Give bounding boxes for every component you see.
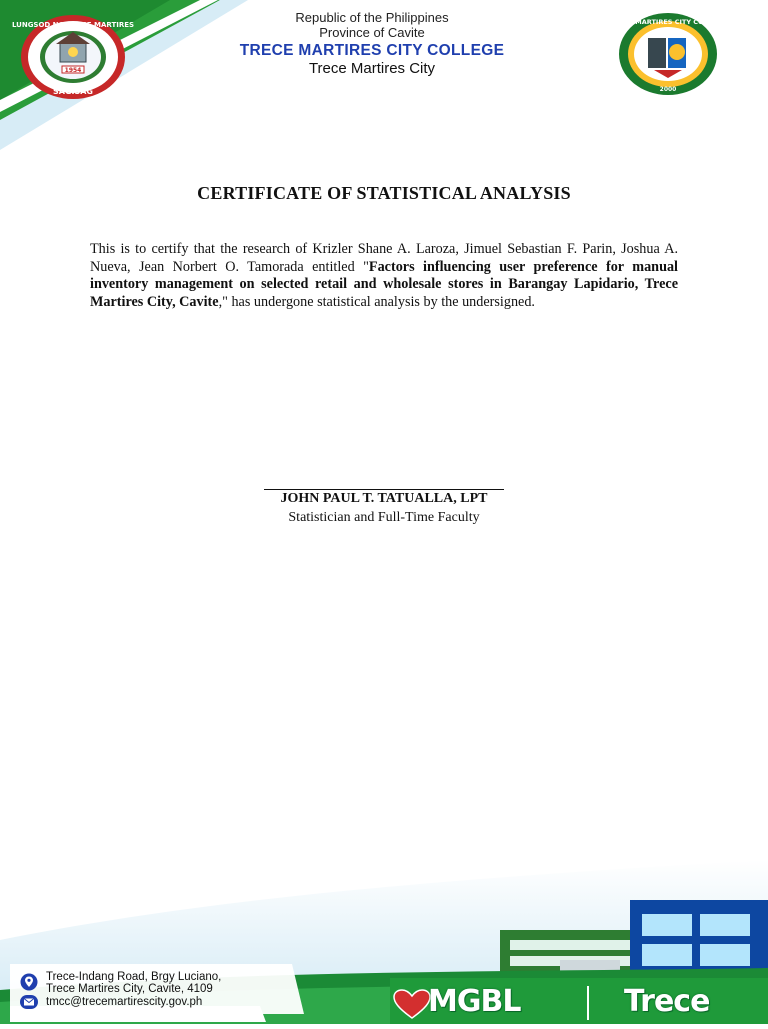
college-seal-icon (609, 12, 727, 96)
email-icon (20, 995, 38, 1009)
trece-brand: Trece (624, 984, 710, 1019)
city-seal-icon (11, 14, 135, 100)
body-intro: This is to certify that the research of Krizler Shane A. Laroza, Jimuel Sebastian F. Parin, Joshua A. Nueva, Jean Norbert O. Tamorada entitled " (90, 241, 678, 275)
certificate-title: CERTIFICATE OF STATISTICAL ANALYSIS (197, 183, 571, 203)
footer-address (46, 971, 221, 995)
research-title: Factors influencing user preference for manual inventory management on selected retail and wholesale stores in Barangay Lapidario, Trece Martires City, Cavite (90, 258, 679, 310)
seal-right-ring-text: TRECE MARTIRES CITY COLLEGE (609, 18, 727, 26)
header-republic: Republic of the Philippines (295, 10, 449, 25)
header-block (200, 10, 544, 78)
mgbl-brand: MGBL (428, 984, 521, 1019)
seal-right-year: 2000 (659, 86, 677, 93)
seal-left-bottom-text: SAGISAG (52, 87, 94, 96)
signature-line (264, 489, 504, 490)
body-outro: ," has undergone statistical analysis by the undersigned. (218, 293, 535, 310)
address-line-1: Trece-Indang Road, Brgy Luciano, (46, 971, 222, 983)
seal-left-year: 1954 (64, 67, 82, 74)
header-college-name: TRECE MARTIRES CITY COLLEGE (239, 42, 505, 59)
header-province: Province of Cavite (319, 25, 425, 40)
header-city: Trece Martires City (308, 60, 436, 77)
footer-email: tmcc@trecemartirescity.gov.ph (46, 996, 203, 1008)
location-pin-icon (20, 973, 38, 991)
address-line-2: Trece Martires City, Cavite, 4109 (46, 983, 213, 995)
certificate-body (90, 241, 678, 311)
seal-left-ring-text: LUNGSOD NG TRECE MARTIRES (11, 21, 135, 29)
heart-icon (394, 990, 430, 1020)
signatory-title: Statistician and Full-Time Faculty (288, 510, 480, 525)
signatory-name: JOHN PAUL T. TATUALLA, LPT (280, 491, 488, 506)
